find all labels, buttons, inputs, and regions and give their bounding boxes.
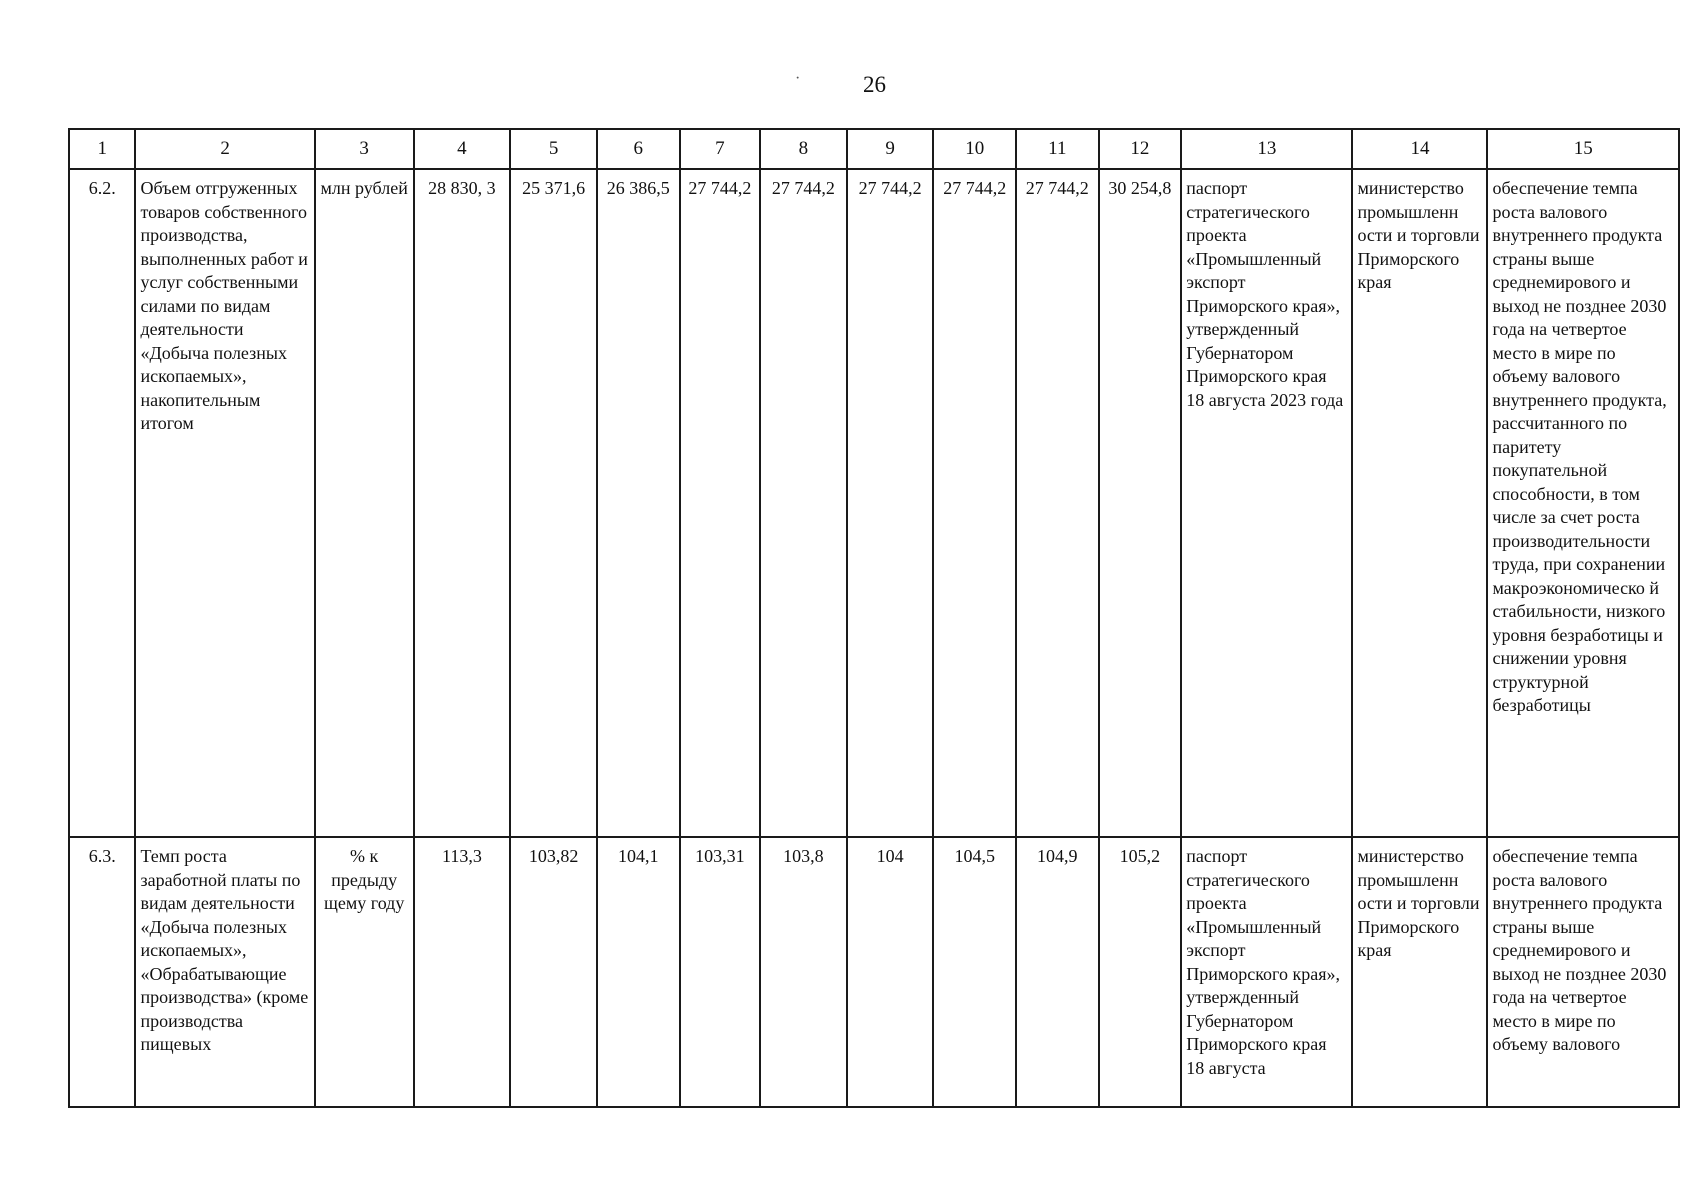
goal-cell (1487, 169, 1679, 837)
column-number: 14 (1352, 129, 1487, 169)
value: 27 744,2 (771, 178, 835, 198)
unit-cell (315, 169, 414, 837)
responsible-body: министерство промышленн ости и торговли Приморского края (1357, 178, 1480, 292)
source-document-cell (1181, 837, 1352, 1107)
responsible-body: министерство промышленн ости и торговли Приморского края (1357, 846, 1480, 960)
value-cell (760, 169, 847, 837)
row-number: 6.2. (88, 178, 116, 198)
column-number: 12 (1099, 129, 1182, 169)
value-cell (597, 169, 680, 837)
column-number: 9 (847, 129, 934, 169)
table-row (69, 837, 1679, 1107)
column-number: 15 (1487, 129, 1679, 169)
value-cell (414, 837, 511, 1107)
value: 105,2 (1119, 846, 1161, 866)
source-document: паспорт стратегического проекта «Промышленный экспорт Приморского края», утвержденный Губернатором Приморского края 18 августа 2023 года (1186, 178, 1344, 410)
value-cell (933, 169, 1016, 837)
value: 25 371,6 (522, 178, 586, 198)
indicator-name: Темп роста заработной платы по видам деятельности «Добыча полезных ископаемых», «Обрабатывающие производства» (кроме производства пищевых (140, 846, 309, 1054)
column-number: 8 (760, 129, 847, 169)
column-number: 10 (933, 129, 1016, 169)
value: 104,9 (1037, 846, 1078, 866)
value-cell (414, 169, 511, 837)
value: 27 744,2 (943, 178, 1007, 198)
unit: % к предыду щему году (324, 846, 405, 913)
value: 103,8 (783, 846, 824, 866)
column-number: 13 (1181, 129, 1352, 169)
value-cell (680, 169, 761, 837)
value: 103,82 (528, 846, 579, 866)
value-cell (1016, 169, 1099, 837)
unit-cell (315, 837, 414, 1107)
indicator-name-cell (135, 169, 314, 837)
source-document: паспорт стратегического проекта «Промышленный экспорт Приморского края», утвержденный Губернатором Приморского края 18 августа (1186, 846, 1341, 1078)
column-number: 1 (69, 129, 135, 169)
value: 27 744,2 (858, 178, 922, 198)
value: 30 254,8 (1108, 178, 1172, 198)
column-number-row (69, 129, 1679, 169)
value-cell (510, 837, 597, 1107)
value: 103,31 (695, 846, 745, 866)
row-number: 6.3. (88, 846, 116, 866)
value-cell (680, 837, 761, 1107)
value: 104,5 (954, 846, 995, 866)
national-goal: обеспечение темпа роста валового внутреннего продукта страны выше среднемирового и выход не позднее 2030 года на четвертое место в мире по объему валового (1492, 846, 1667, 1054)
column-number: 6 (597, 129, 680, 169)
goal-cell (1487, 837, 1679, 1107)
scan-dot-mark: · (795, 70, 801, 87)
value: 26 386,5 (606, 178, 670, 198)
value-cell (847, 837, 934, 1107)
responsible-cell (1352, 169, 1487, 837)
indicator-name-cell (135, 837, 314, 1107)
value-cell (597, 837, 680, 1107)
column-number: 3 (315, 129, 414, 169)
column-number: 5 (510, 129, 597, 169)
responsible-cell (1352, 837, 1487, 1107)
value-cell (1099, 837, 1182, 1107)
value-cell (847, 169, 934, 837)
value: 27 744,2 (688, 178, 752, 198)
page-number: 26 (863, 72, 886, 97)
indicators-table (68, 128, 1680, 1108)
value-cell (760, 837, 847, 1107)
value-cell (933, 837, 1016, 1107)
national-goal: обеспечение темпа роста валового внутреннего продукта страны выше среднемирового и выход не позднее 2030 года на четвертое место в мире по объему валового внутреннего продукта, рассчитанного по паритету покупательной способности, в том числе за счет роста производительности труда, при сохранении макроэкономическо й стабильности, низкого уровня безработицы и снижении уровня структурной безработицы (1492, 178, 1667, 715)
table-row (69, 169, 1679, 837)
unit: млн рублей (320, 178, 408, 198)
column-number: 4 (414, 129, 511, 169)
row-number-cell (69, 837, 135, 1107)
value: 28 830, 3 (428, 178, 496, 198)
value: 104,1 (617, 846, 659, 866)
value: 113,3 (441, 846, 482, 866)
column-number: 7 (680, 129, 761, 169)
value-cell (510, 169, 597, 837)
value: 27 744,2 (1025, 178, 1089, 198)
column-number: 11 (1016, 129, 1099, 169)
value-cell (1016, 837, 1099, 1107)
value: 104 (876, 846, 904, 866)
row-number-cell (69, 169, 135, 837)
indicator-name: Объем отгруженных товаров собственного производства, выполненных работ и услуг собственными силами по видам деятельности «Добыча полезных ископаемых», накопительным итогом (140, 178, 308, 433)
source-document-cell (1181, 169, 1352, 837)
column-number: 2 (135, 129, 314, 169)
value-cell (1099, 169, 1182, 837)
